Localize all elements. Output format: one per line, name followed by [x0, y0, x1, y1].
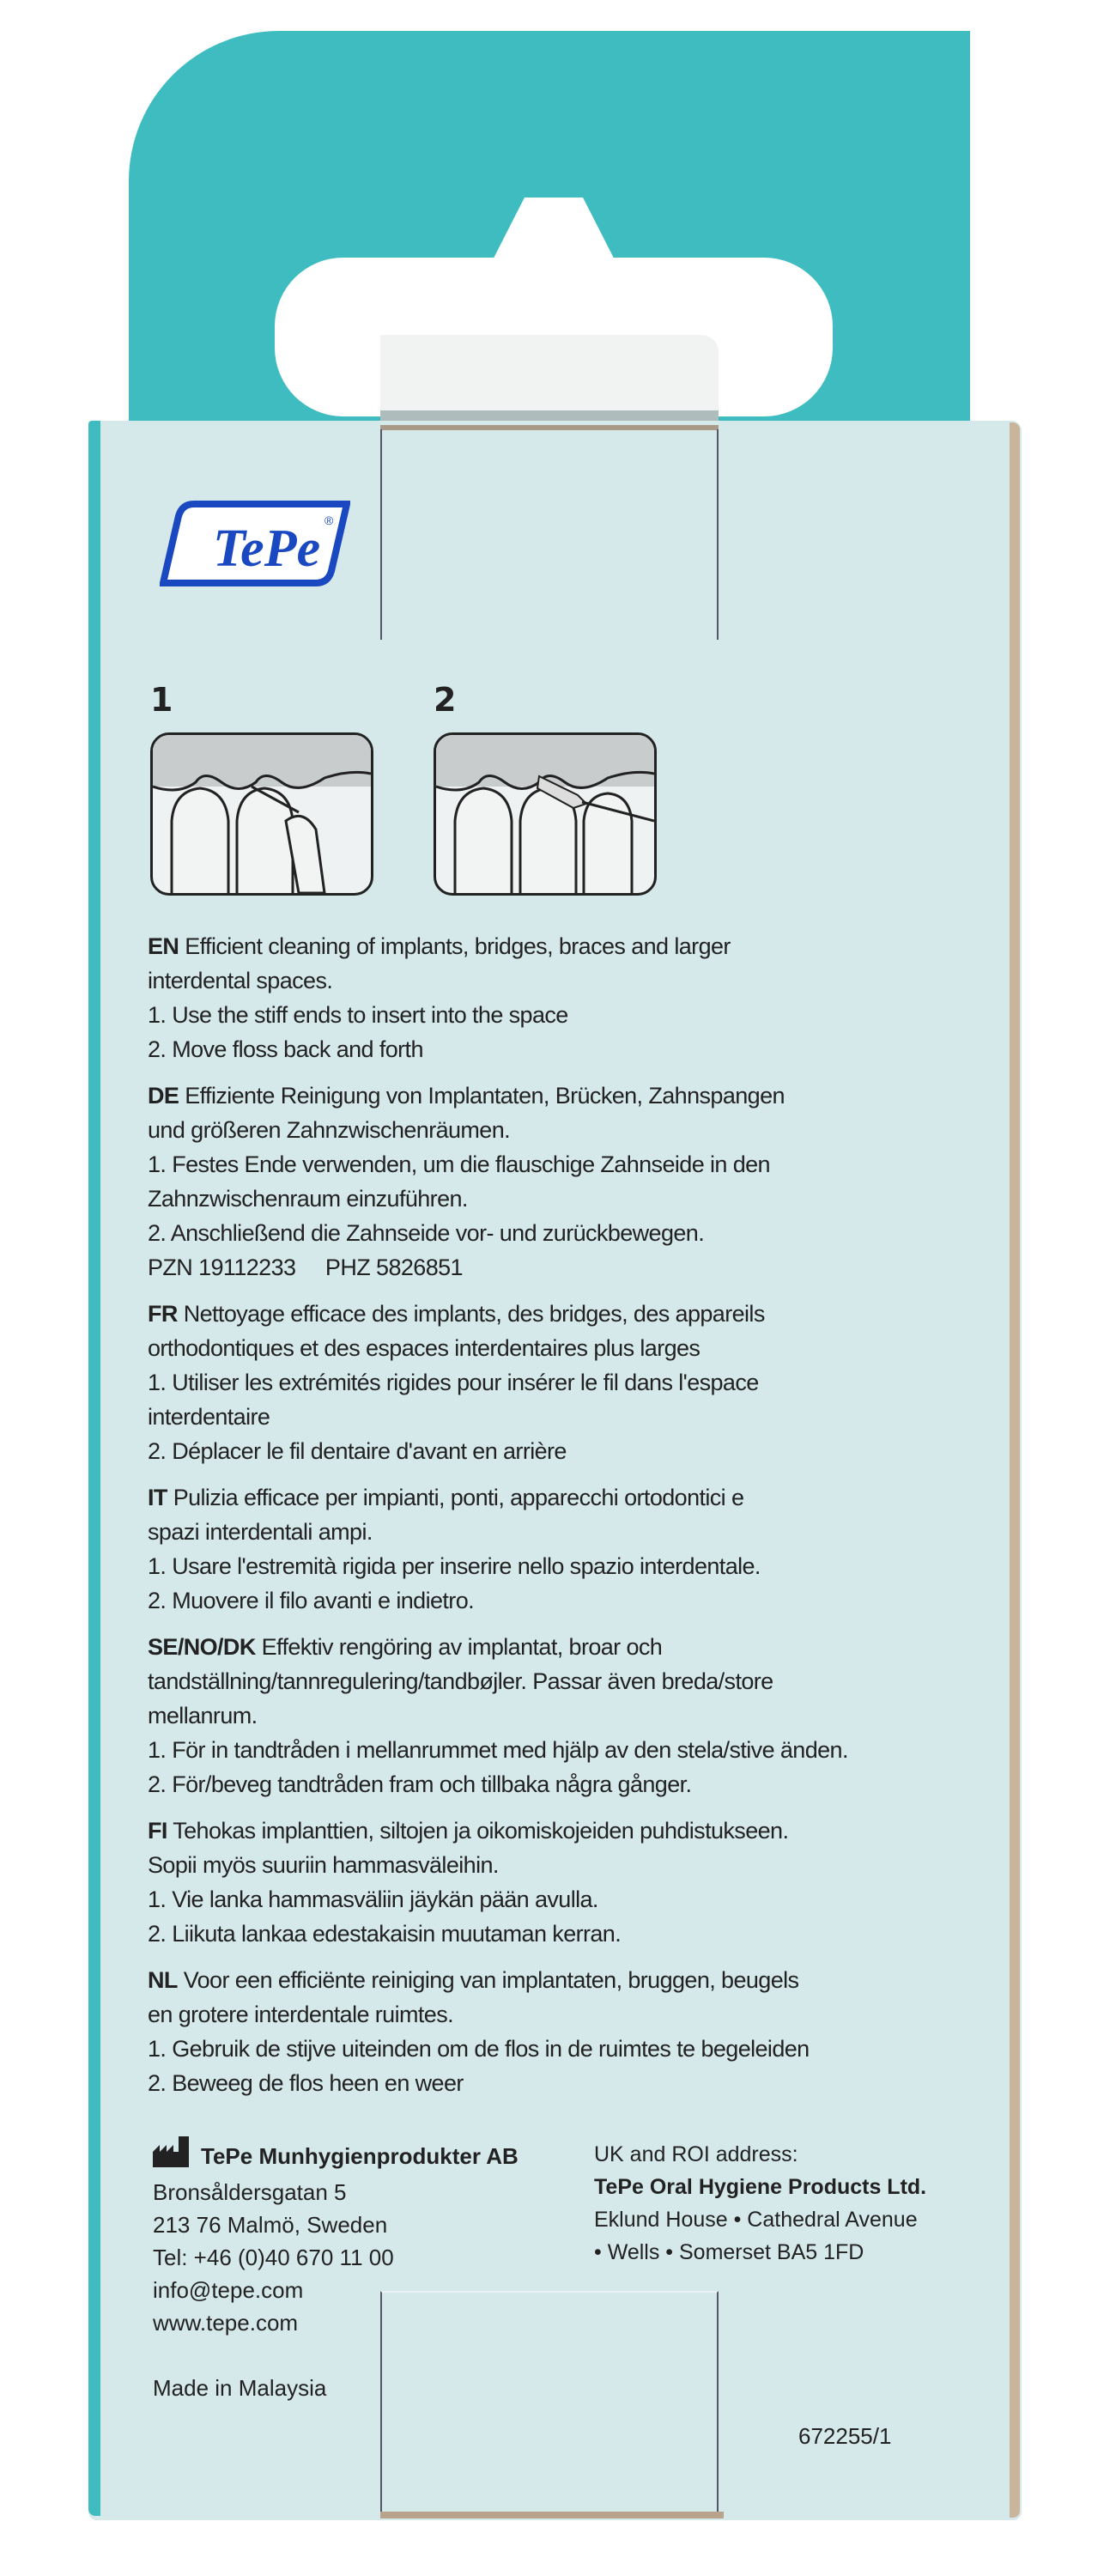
- uk-company: TePe Oral Hygiene Products Ltd.: [594, 2175, 927, 2199]
- manufacturer-address: [153, 2136, 519, 2404]
- box-right-edge: [1010, 422, 1020, 2518]
- teeth-floss-insert-illustration: [150, 732, 373, 896]
- top-perforated-flap: [380, 429, 719, 640]
- instructions-fi: FI Tehokas implanttien, siltojen ja oikomiskojeiden puhdistukseen. Sopii myös suuriin hammasväleihin. 1. Vie lanka hammasväliin jäykän pään avulla. 2. Liikuta lankaa edestakaisin muutaman kerran.: [148, 1818, 789, 1947]
- instructions-se-no-dk: SE/NO/DK Effektiv rengöring av implantat, broar och tandställning/tannregulering/tandbøjler. Passar även breda/store mellanrum. 1. För in tandtråden i mellanrummet med hjälp av den stela/stive änden. 2. För/beveg tandtråden fram och tillbaka några gånger.: [148, 1634, 848, 1797]
- article-code: 672255/1: [798, 2423, 892, 2449]
- manufacturer-phone: Tel: +46 (0)40 670 11 00: [153, 2245, 394, 2270]
- manufacturer-street: Bronsåldersgatan 5: [153, 2179, 347, 2205]
- pzn-phz-codes: PZN 19112233 PHZ 5826851: [148, 1255, 463, 1280]
- usage-steps: [150, 683, 682, 889]
- step-number: 2: [434, 681, 457, 719]
- manufacturer-email: info@tepe.com: [153, 2277, 304, 2303]
- made-in: Made in Malaysia: [153, 2375, 327, 2401]
- uk-address-line1: Eklund House • Cathedral Avenue: [594, 2208, 918, 2232]
- factory-icon: [153, 2136, 189, 2176]
- manufacturer-city: 213 76 Malmö, Sweden: [153, 2212, 388, 2238]
- registered-mark: ®: [324, 513, 334, 527]
- cardboard-edge-bottom: [380, 2512, 724, 2518]
- uk-address-line2: • Wells • Somerset BA5 1FD: [594, 2240, 864, 2264]
- language-code: DE: [148, 1083, 179, 1109]
- language-code: EN: [148, 933, 179, 959]
- manufacturer-name: TePe Munhygienprodukter AB: [201, 2143, 519, 2169]
- teeth-floss-move-illustration: [434, 732, 657, 896]
- instructions-it: IT Pulizia efficace per impianti, ponti, apparecchi ortodontici e spazi interdentali ampi. 1. Usare l'estremità rigida per inserire nello spazio interdentale. 2. Muovere il filo avanti e indietro.: [148, 1485, 761, 1613]
- instructions-fr: FR Nettoyage efficace des implants, des bridges, des appareils orthodontiques et des espaces interdentaires plus larges 1. Utiliser les extrémités rigides pour insérer le fil dans l'espace interdentaire 2. Déplacer le fil dentaire d'avant en arrière: [148, 1301, 765, 1464]
- instructions-de: DE Effiziente Reinigung von Implantaten, Brücken, Zahnspangen und größeren Zahnzwischenräumen. 1. Festes Ende verwenden, um die flauschige Zahnseide in den Zahnzwischenraum einzuführen. 2. Anschließend die Zahnseide vor- und zurückbewegen. PZN 19112233 PHZ 5826851: [148, 1078, 1006, 1285]
- step-number: 1: [150, 681, 173, 719]
- language-code: NL: [148, 1967, 178, 1993]
- language-code: SE/NO/DK: [148, 1634, 256, 1660]
- uk-address-label: UK and ROI address:: [594, 2142, 798, 2166]
- tepe-logo: [160, 501, 350, 586]
- uk-address: [594, 2138, 926, 2269]
- step-2: [434, 683, 657, 889]
- instructions-nl: NL Voor een efficiënte reiniging van implantaten, bruggen, beugels en grotere interdentale ruimtes. 1. Gebruik de stijve uiteinden om de flos in de ruimtes te begeleiden 2. Beweeg de flos heen en weer: [148, 1967, 810, 2096]
- logo-text: TePe: [213, 519, 321, 578]
- language-code: FR: [148, 1301, 178, 1327]
- step-1: [150, 683, 373, 889]
- language-code: FI: [148, 1818, 167, 1844]
- box-left-edge: [88, 421, 100, 2516]
- manufacturer-website: www.tepe.com: [153, 2310, 299, 2336]
- language-code: IT: [148, 1485, 167, 1510]
- instructions-en: EN Efficient cleaning of implants, bridges, braces and larger interdental spaces. 1. Use the stiff ends to insert into the space 2. Move floss back and forth: [148, 933, 731, 1062]
- instructions-text: [148, 929, 1006, 2112]
- top-tuck-flap: [380, 335, 719, 410]
